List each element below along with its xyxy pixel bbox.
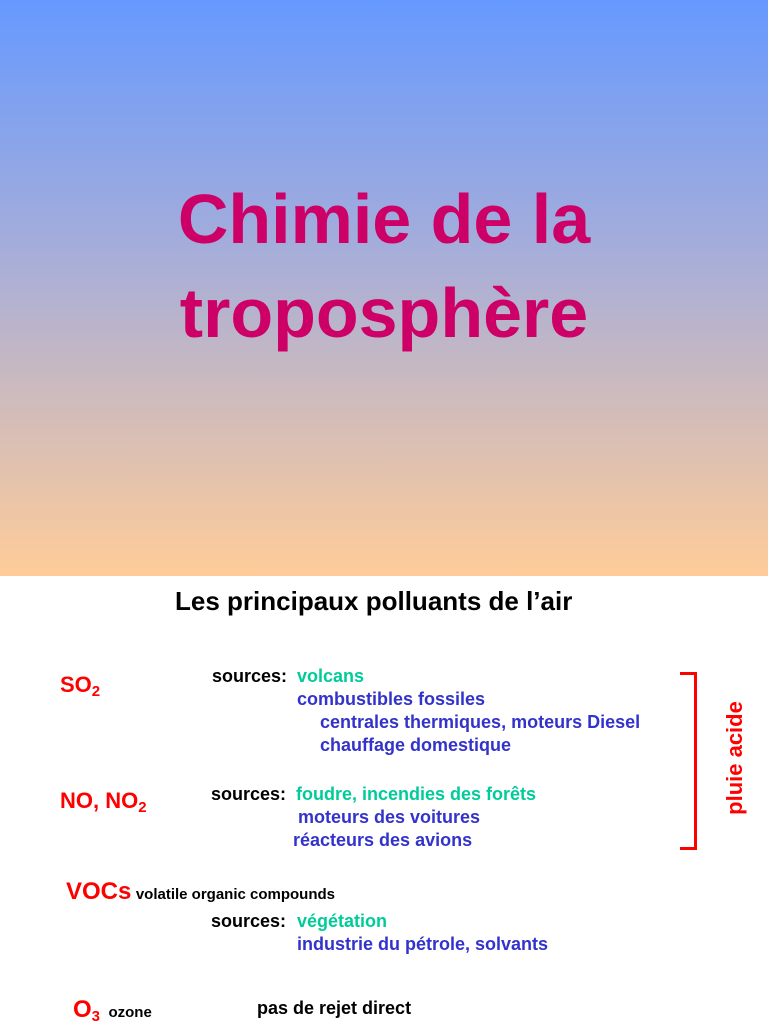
nox-source-line: réacteurs des avions	[293, 830, 473, 850]
so2-formula	[60, 672, 100, 700]
slide-title	[0, 172, 768, 360]
pollutants-slide	[0, 576, 768, 1024]
o3-description: ozone	[108, 1004, 152, 1021]
o3-subscript: 3	[91, 1008, 101, 1025]
o3-formula-text: O	[73, 996, 92, 1023]
nox-formula	[60, 788, 147, 816]
vocs-sources-label: sources:	[211, 911, 287, 931]
nox-subscript: 2	[138, 799, 147, 816]
acid-rain-bracket	[680, 672, 697, 850]
nox-natural-source: foudre, incendies des forêts	[296, 784, 537, 804]
acid-rain-label: pluie acide	[722, 701, 747, 815]
vocs-formula: VOCs	[66, 878, 132, 905]
vocs-row	[66, 878, 335, 906]
o3-note: pas de rejet direct	[257, 998, 412, 1018]
o3-row	[73, 996, 152, 1025]
so2-formula-text: SO	[60, 672, 92, 697]
nox-formula-text: NO, NO	[60, 788, 139, 813]
title-line-2: troposphère	[179, 274, 589, 352]
so2-subscript: 2	[91, 683, 101, 700]
slide-heading: Les principaux polluants de l’air	[175, 586, 573, 616]
so2-source-line: combustibles fossiles	[297, 689, 486, 709]
so2-source-line: centrales thermiques, moteurs Diesel	[320, 712, 641, 732]
title-line-1: Chimie de la	[177, 180, 591, 258]
o3-formula	[73, 996, 100, 1023]
nox-source-line: moteurs des voitures	[298, 807, 481, 827]
so2-source-line: chauffage domestique	[320, 735, 512, 755]
vocs-description: volatile organic compounds	[135, 886, 336, 903]
nox-sources-label: sources:	[211, 784, 287, 804]
vocs-natural-source: végétation	[297, 911, 388, 931]
so2-sources-label: sources:	[212, 666, 288, 686]
so2-natural-source: volcans	[297, 666, 365, 686]
vocs-source-line: industrie du pétrole, solvants	[297, 934, 549, 954]
